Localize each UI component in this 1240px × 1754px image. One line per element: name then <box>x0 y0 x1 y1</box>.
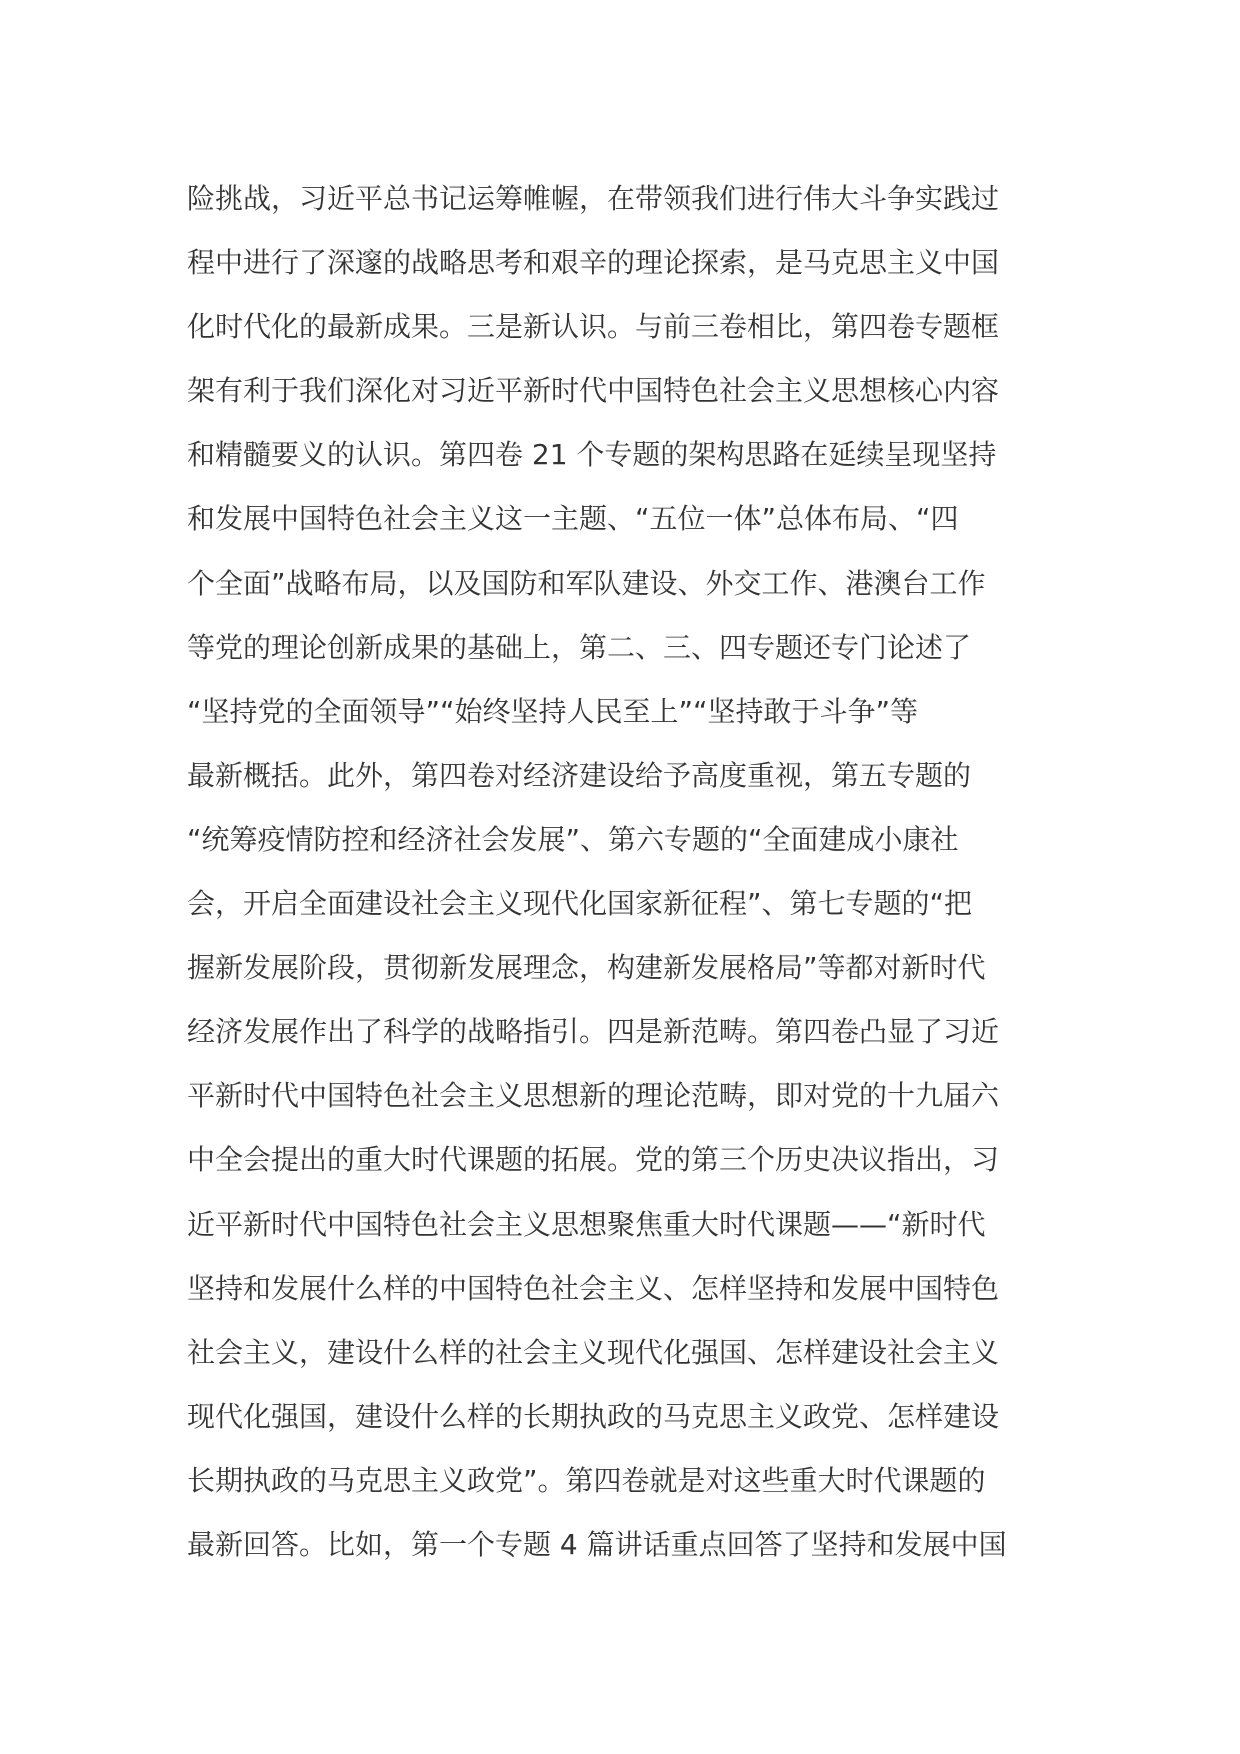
text-line: 坚持和发展什么样的中国特色社会主义、怎样坚持和发展中国特色 <box>187 1271 1000 1305</box>
text-line: 经济发展作出了科学的战略指引。四是新范畴。第四卷凸显了习近 <box>187 1015 1000 1049</box>
text-line: 化时代化的最新成果。三是新认识。与前三卷相比，第四卷专题框 <box>187 310 1000 344</box>
text-line: 个全面”战略布局，以及国防和军队建设、外交工作、港澳台工作 <box>187 566 986 600</box>
text-line: 等党的理论创新成果的基础上，第二、三、四专题还专门论述了 <box>187 630 972 664</box>
text-line: 平新时代中国特色社会主义思想新的理论范畴，即对党的十九届六 <box>187 1079 1000 1113</box>
text-line: 最新概括。此外，第四卷对经济建设给予高度重视，第五专题的 <box>187 758 972 792</box>
text-line: 最新回答。比如，第一个专题 4 篇讲话重点回答了坚持和发展中国 <box>187 1527 1007 1561</box>
text-line: 握新发展阶段，贯彻新发展理念，构建新发展格局”等都对新时代 <box>187 951 986 985</box>
text-line: 会，开启全面建设社会主义现代化国家新征程”、第七专题的“把 <box>187 887 973 921</box>
text-line: “坚持党的全面领导”“始终坚持人民至上”“坚持敢于斗争”等 <box>187 694 919 728</box>
text-line: 和精髓要义的认识。第四卷 21 个专题的架构思路在延续呈现坚持 <box>187 438 997 472</box>
text-line: 现代化强国，建设什么样的长期执政的马克思主义政党、怎样建设 <box>187 1399 1000 1433</box>
text-line: 程中进行了深邃的战略思考和艰辛的理论探索，是马克思主义中国 <box>187 246 1000 280</box>
text-line: 近平新时代中国特色社会主义思想聚焦重大时代课题——“新时代 <box>187 1207 986 1241</box>
body-text <box>187 167 1053 1577</box>
text-line: “统筹疫情防控和经济社会发展”、第六专题的“全面建成小康社 <box>187 822 959 856</box>
text-line: 长期执政的马克思主义政党”。第四卷就是对这些重大时代课题的 <box>187 1463 986 1497</box>
text-line: 中全会提出的重大时代课题的拓展。党的第三个历史决议指出，习 <box>187 1143 1000 1177</box>
text-line: 和发展中国特色社会主义这一主题、“五位一体”总体布局、“四 <box>187 502 959 536</box>
text-line: 社会主义，建设什么样的社会主义现代化强国、怎样建设社会主义 <box>187 1335 1000 1369</box>
text-line: 架有利于我们深化对习近平新时代中国特色社会主义思想核心内容 <box>187 374 1000 408</box>
text-line: 险挑战，习近平总书记运筹帷幄，在带领我们进行伟大斗争实践过 <box>187 182 1000 215</box>
